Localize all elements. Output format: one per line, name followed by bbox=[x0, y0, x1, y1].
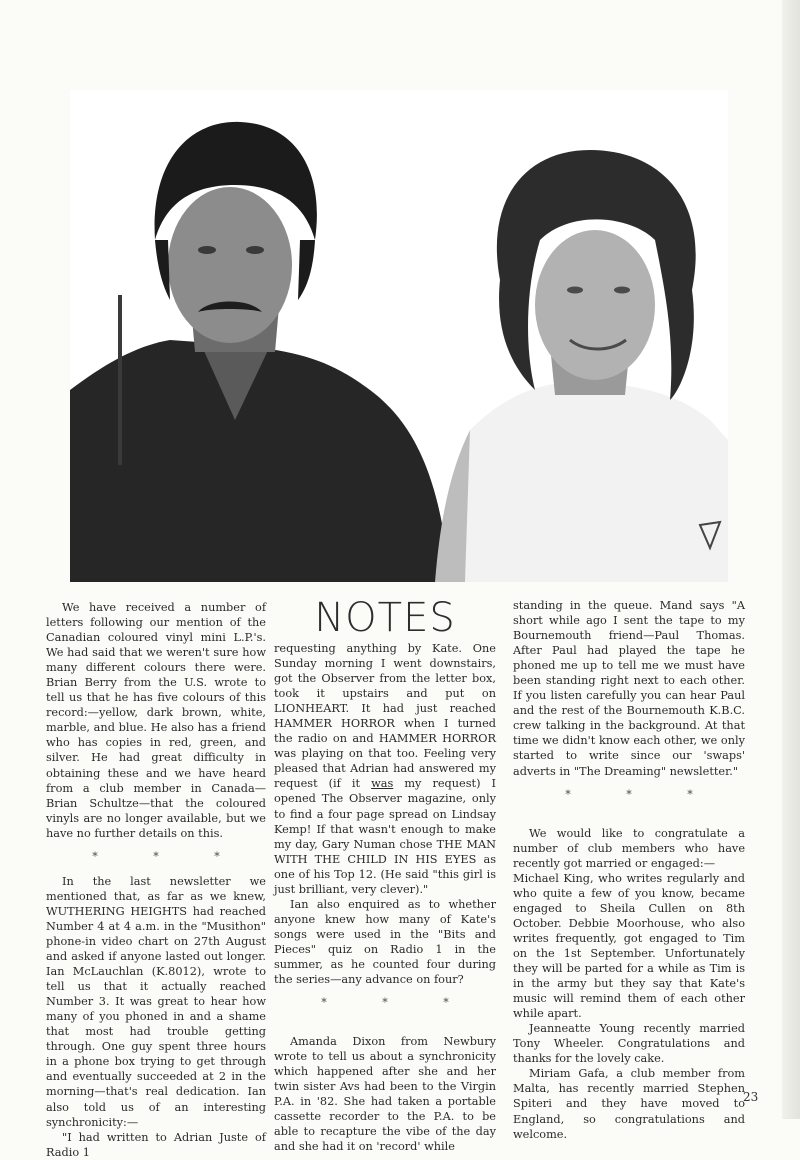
paragraph: In the last newsletter we mentioned that, as far as we knew, WUTHERING HEIGHTS had reached Number 4 at 4 a.m. in the "Musithon" phone-in video chart on 27th August and asked if anyone lasted out longer. Ian McLauchlan (K.8012), wrote to tell us that it actually reached Number 3. It was great to hear how many of you phoned in and a shame that most had trouble getting through. One guy spent three hours in a phone box trying to get through and eventually succeeded at 2 in the morning—that's real dedication. Ian also told us of an interesting synchronicity:— bbox=[46, 874, 266, 1129]
page-title: NOTES bbox=[314, 595, 456, 641]
paragraph: Miriam Gafa, a club member from Malta, has recently married Stephen Spiteri and they have moved to England, so congratulations and welcome. bbox=[513, 1067, 745, 1141]
text-column-1 bbox=[46, 600, 266, 1160]
section-separator: * * * bbox=[92, 849, 246, 863]
page-edge-shadow bbox=[782, 0, 800, 1119]
text-run: requesting anything by Kate. One Sunday morning I went downstairs, got the Observer from the letter box, took it upstairs and put on LIONHEART. It had just reached HAMMER HORROR when I turned the radio on and HAMMER HORROR was playing on that too. Feeling very pleased that Adrian had answered my request (if it bbox=[274, 642, 496, 791]
paragraph: standing in the queue. Mand says "A short while ago I sent the tape to my Bournemouth friend—Paul Thomas. After Paul had played the tape he phoned me up to tell me we must have been standing right next to each other. If you listen carefully you can hear Paul and the rest of the Bournemouth K.B.C. crew talking in the background. At that time we didn't know each other, we only started to write since our 'swaps' adverts in "The Dreaming" newsletter." bbox=[513, 599, 745, 778]
text-column-2 bbox=[274, 641, 496, 1155]
paragraph: "I had written to Adrian Juste of Radio 1 bbox=[46, 1130, 266, 1159]
text-run: my request) I opened The Observer magazine, only to find a four page spread on Lindsay Kemp! If that wasn't enough to make my day, Gary Numan chose THE MAN WITH THE CHILD IN HIS EYES as one of his Top 12. (He said "this girl is just brilliant, very clever)." bbox=[274, 777, 496, 896]
paragraph: We have received a number of letters following our mention of the Canadian coloured vinyl mini L.P.'s. We had said that we weren't sure how many different colours there were. Brian Berry from the U.S. wrote to tell us that he has five colours of this record:—yellow, dark brown, white, marble, and blue. He also has a friend who has copies in red, green, and silver. He had great difficulty in obtaining these and we have heard from a club member in Canada—Brian Schultze—that the coloured vinyls are no longer available, but we have no further details on this. bbox=[46, 601, 266, 840]
section-separator: * * * bbox=[321, 996, 475, 1010]
paragraph: Amanda Dixon from Newbury wrote to tell us about a synchronicity which happened after she and her twin sister Avs had been to the Virgin P.A. in '82. She had taken a portable cassette recorder to the P.A. to be able to recapture the vibe of the day and she had it on 'record' while bbox=[274, 1035, 496, 1154]
underlined-word: was bbox=[371, 777, 394, 791]
paragraph: We would like to congratulate a number of club members who have recently got married or engaged:— bbox=[513, 826, 745, 870]
paragraph: Ian also enquired as to whether anyone knew how many of Kate's songs were used in the "Bits and Pieces" quiz on Radio 1 in the summer, as he counted four during the series—any advance on four? bbox=[274, 897, 496, 987]
portrait-photo bbox=[70, 90, 728, 582]
text-column-3 bbox=[513, 598, 745, 1142]
paragraph bbox=[274, 641, 496, 897]
section-separator: * * * bbox=[565, 787, 719, 801]
paragraph: Jeanneatte Young recently married Tony Wheeler. Congratulations and thanks for the lovely cake. bbox=[513, 1022, 745, 1066]
paragraph: Michael King, who writes regularly and who quite a few of you know, became engaged to Sheila Cullen on 8th October. Debbie Moorhouse, who also writes frequently, got engaged to Tim on the 1st September. Unfortunately they will be parted for a while as Tim is in the army but they say that Kate's music will remind them of each other while apart. bbox=[513, 871, 745, 1021]
page-number: 23 bbox=[743, 1090, 759, 1104]
